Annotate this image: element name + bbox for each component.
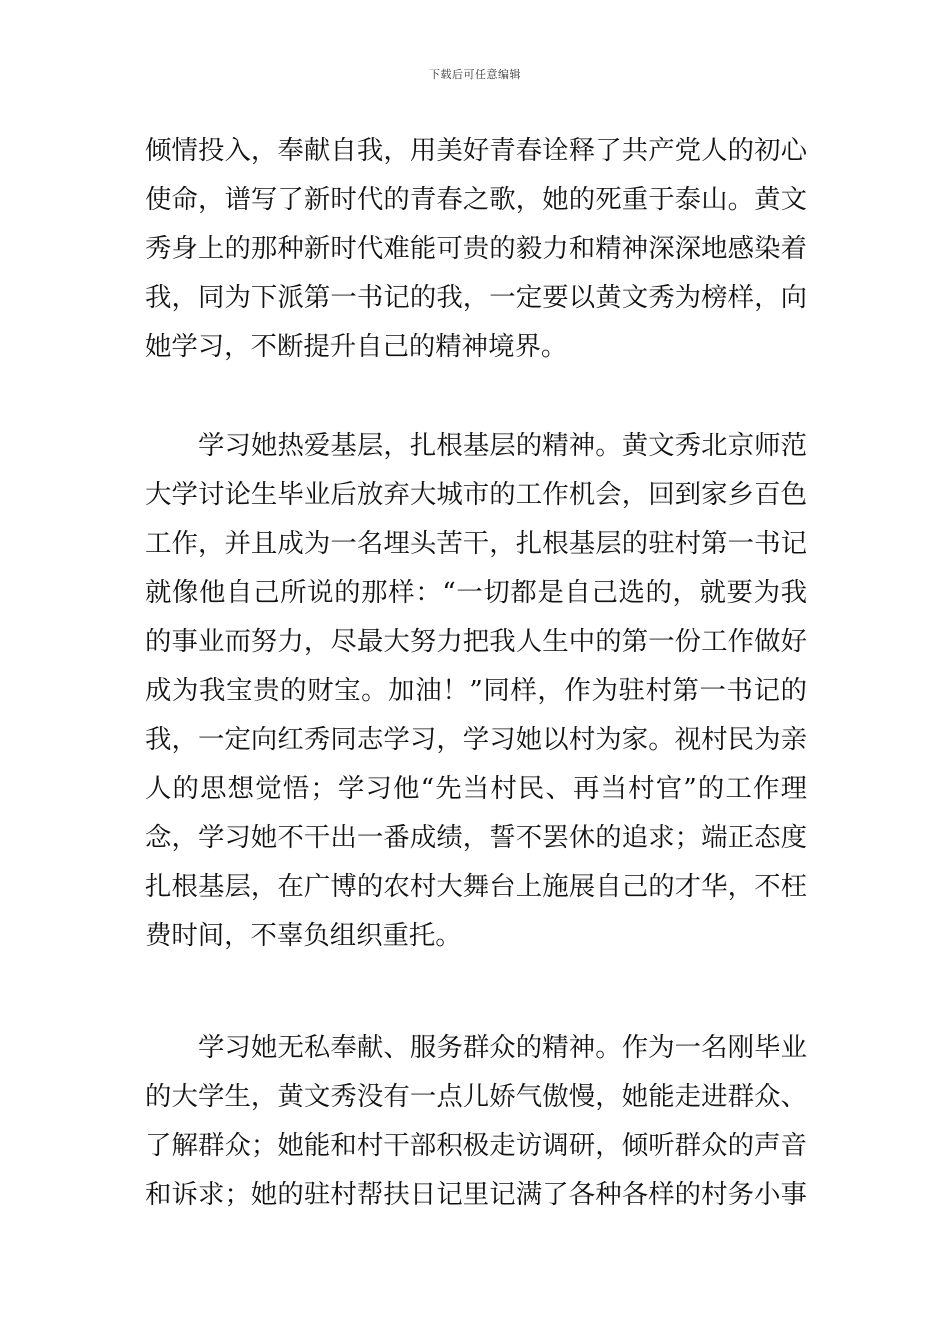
paragraph-line: 学习她热爱基层，扎根基层的精神。黄文秀北京师范	[198, 430, 807, 461]
paragraph-line: 和诉求；她的驻村帮扶日记里记满了各种各样的村务小事	[145, 1179, 807, 1210]
paragraph-line: 工作，并且成为一名埋头苦干，扎根基层的驻村第一书记	[145, 528, 807, 559]
paragraph-line: 就像他自己所说的那样：“一切都是自己选的，就要为我	[145, 577, 807, 608]
paragraph-line: 了解群众；她能和村干部积极走访调研，倾听群众的声音	[145, 1130, 807, 1161]
paragraph-line: 扎根基层，在广博的农村大舞台上施展自己的才华，不枉	[145, 871, 807, 902]
paragraph-line: 秀身上的那种新时代难能可贵的毅力和精神深深地感染着	[145, 233, 807, 264]
paragraph-line: 大学讨论生毕业后放弃大城市的工作机会，回到家乡百色	[145, 479, 807, 510]
paragraph-line: 的事业而努力，尽最大努力把我人生中的第一份工作做好	[145, 626, 807, 657]
paragraph-line: 念，学习她不干出一番成绩，誓不罢休的追求；端正态度	[145, 822, 807, 853]
paragraph-line: 学习她无私奉献、服务群众的精神。作为一名刚毕业	[198, 1032, 807, 1063]
paragraph-line: 倾情投入，奉献自我，用美好青春诠释了共产党人的初心	[145, 135, 807, 166]
paragraph-line: 成为我宝贵的财宝。加油！”同样，作为驻村第一书记的	[145, 675, 807, 706]
paragraph-2	[145, 421, 807, 960]
paragraph-line: 的大学生，黄文秀没有一点儿娇气傲慢，她能走进群众、	[145, 1081, 807, 1112]
paragraph-line: 人的思想觉悟；学习他“先当村民、再当村官”的工作理	[145, 773, 807, 804]
paragraph-line: 我，同为下派第一书记的我，一定要以黄文秀为榜样，向	[145, 282, 807, 313]
paragraph-line: 使命，谱写了新时代的青春之歌，她的死重于泰山。黄文	[145, 184, 807, 215]
paragraph-line: 费时间，不辜负组织重托。	[145, 920, 462, 951]
paragraph-1	[145, 126, 807, 371]
paragraph-line: 我，一定向红秀同志学习，学习她以村为家。视村民为亲	[145, 724, 807, 755]
paragraph-3	[145, 1023, 807, 1219]
page-header: 下载后可任意编辑	[429, 68, 521, 81]
paragraph-line: 她学习，不断提升自己的精神境界。	[145, 331, 568, 362]
